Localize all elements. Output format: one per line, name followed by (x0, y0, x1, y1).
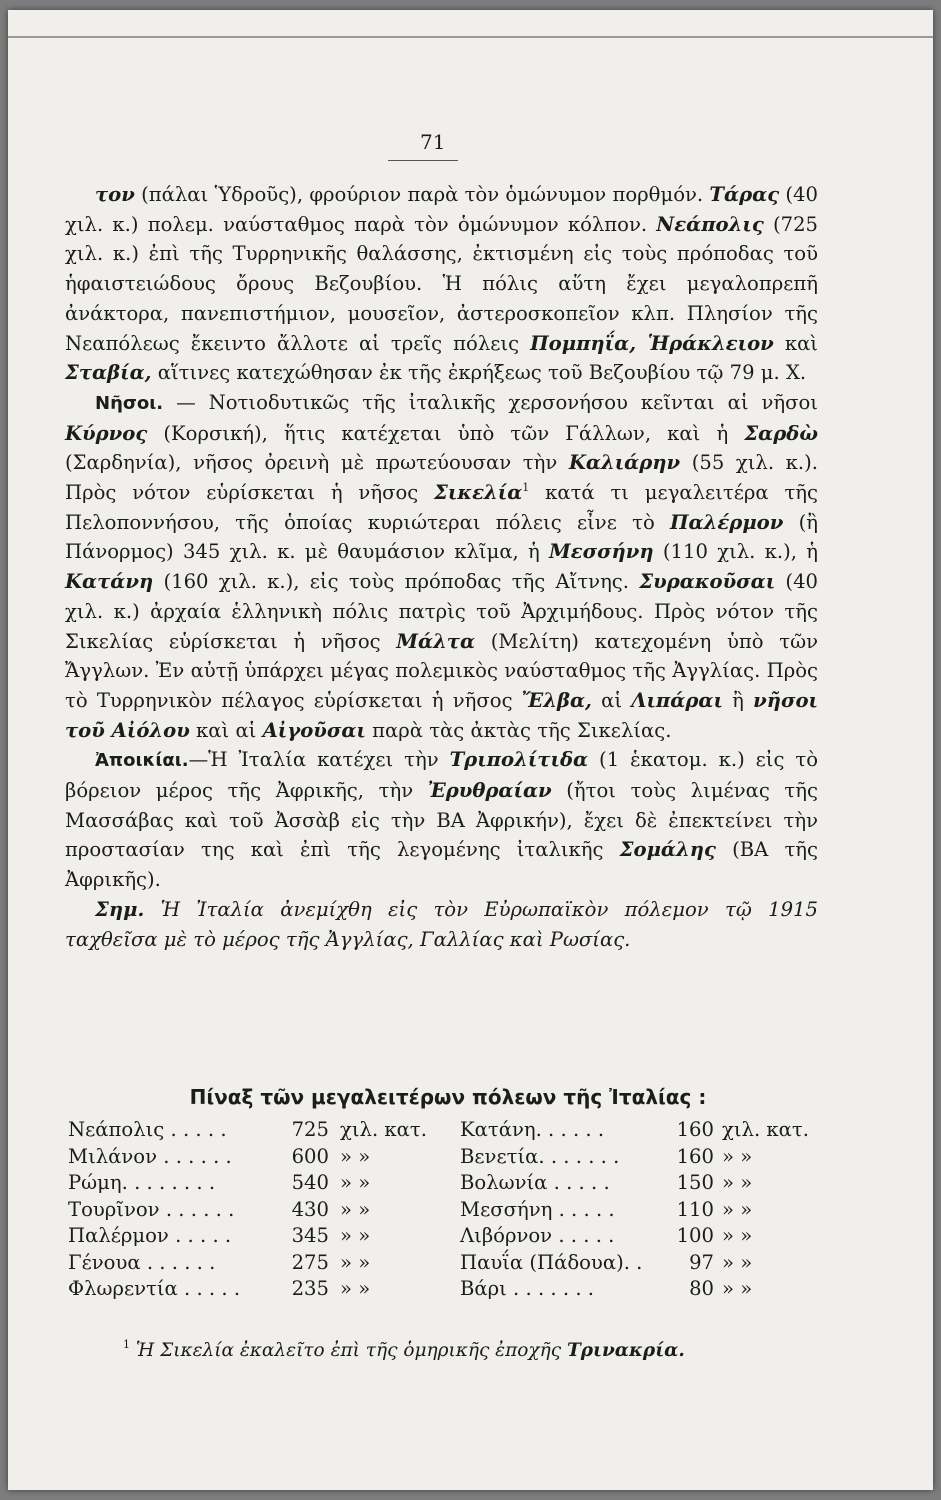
table-row (68, 1224, 828, 1251)
population-unit: » » (722, 1197, 753, 1221)
paragraph (65, 180, 818, 388)
text-segment: (Μελίτη) κατεχομένη ὑπὸ τῶν Ἄγγλων. Ἐν αὐτῇ ὑπάρχει μέγας πολεμικὸς ναύσταθμος τῆς Ἀγγλίας. Πρὸς τὸ Τυρρηνικὸν πέλαγος εὑρίσκεται ἡ νῆσος (65, 629, 818, 712)
text-segment: (725 χιλ. κ.) ἐπὶ τῆς Τυρρηνικῆς θαλάσσης, ἐκτισμένη εἰς τοὺς πρόποδας τοῦ ἡφαιστειώδους ὄρους Βεζουβίου. Ἡ πόλις αὕτη ἔχει μεγαλοπρεπῆ ἀνάκτορα, πανεπιστήμιον, μουσεῖον, ἀστεροσκοπεῖον κλπ. Πλησίον τῆς Νεαπόλεως ἔκειντο ἄλλοτε αἱ τρεῖς πόλεις (65, 212, 818, 355)
city-name: Βολωνία . . . . . (460, 1171, 610, 1194)
city-population: 345 (291, 1224, 329, 1247)
paragraph (65, 895, 818, 954)
population-unit: » » (722, 1250, 753, 1274)
city-population: 160 (676, 1118, 714, 1141)
city-population: 275 (291, 1250, 329, 1274)
text-segment: Αἰγοῦσαι (262, 718, 366, 742)
population-unit: » » (340, 1144, 371, 1168)
city-name: Παυΐα (Πάδουα). . (460, 1250, 643, 1274)
text-segment: Κατάνη (65, 570, 154, 594)
text-segment: (πάλαι Ὑδροῦς), φρούριον παρὰ τὸν ὁμώνυμον πορθμόν. (134, 183, 710, 206)
text-segment: αἱ (591, 688, 632, 712)
table-row (68, 1118, 828, 1145)
city-name: Βάρι . . . . . . . (460, 1277, 595, 1300)
cities-table (68, 1118, 828, 1304)
city-name: Φλωρεντία . . . . . (68, 1277, 241, 1300)
population-unit: » » (340, 1250, 371, 1274)
population-unit: » » (340, 1224, 371, 1247)
footnote-text: Ἡ Σικελία ἐκαλεῖτο ἐπὶ τῆς ὁμηρικῆς ἐποχῆς (130, 1340, 567, 1361)
footnote-marker: 1 (123, 1338, 130, 1351)
text-segment: (40 χιλ. κ.) ἀρχαία ἑλληνικὴ πόλις πατρὶς τοῦ Ἀρχιμήδους. Πρὸς νότον τῆς Σικελίας εὑρίσκεται ἡ νῆσος (65, 570, 819, 653)
text-segment: Συρακοῦσαι (639, 570, 776, 594)
city-population: 80 (689, 1277, 714, 1300)
text-segment: Καλιάρην (568, 451, 681, 475)
text-segment: —Ἡ Ἰταλία κατέχει τὴν (188, 748, 450, 772)
paragraph (65, 745, 818, 895)
city-name: Γένουα . . . . . . (68, 1250, 216, 1274)
text-segment: — Νοτιοδυτικῶς τῆς ἰταλικῆς χερσονήσου κεῖνται αἱ νῆσοι (163, 390, 818, 414)
city-population: 430 (291, 1197, 329, 1221)
text-segment: Τριπολίτιδα (449, 748, 589, 772)
text-segment: Σημ. (95, 897, 145, 921)
population-unit: χιλ. κατ. (340, 1118, 427, 1141)
population-unit: » » (722, 1277, 753, 1300)
city-population: 160 (676, 1144, 714, 1168)
table-row (68, 1251, 828, 1278)
city-name: Βενετία. . . . . . . (460, 1144, 620, 1168)
city-population: 110 (676, 1197, 714, 1221)
text-segment: Νεάπολις (656, 212, 764, 236)
city-name: Μιλάνον . . . . . . (68, 1144, 232, 1168)
page-number-rule (388, 160, 458, 161)
text-segment: (1 ἑκατομ. κ.) εἰς τὸ βόρειον μέρος τῆς Ἀφρικῆς, τὴν (65, 748, 818, 803)
population-unit: » » (340, 1277, 371, 1300)
text-segment: ἢ (722, 688, 754, 712)
text-segment: Σικελία (434, 481, 523, 505)
text-segment: Κύρνος (65, 421, 148, 445)
paragraph (65, 388, 818, 745)
table-row (68, 1277, 828, 1304)
city-population: 235 (291, 1277, 329, 1300)
population-unit: » » (340, 1197, 371, 1221)
text-segment: (ἢ Πάνορμος) 345 χιλ. κ. μὲ θαυμάσιον κλῖμα, ἡ (65, 510, 818, 564)
population-unit: » » (722, 1171, 753, 1194)
text-segment: νῆσοι τοῦ Αἰόλου (65, 688, 818, 742)
text-segment: Λιπάραι (631, 688, 723, 712)
page-top-edge (8, 36, 933, 38)
book-page (8, 10, 933, 1490)
city-name: Νεάπολις . . . . . (68, 1118, 227, 1141)
body-text (65, 180, 818, 954)
population-unit: χιλ. κατ. (722, 1118, 809, 1141)
text-segment: (ἤτοι τοὺς λιμένας τῆς Μασσάβας καὶ τοῦ Ἀσσὰβ εἰς τὴν ΒΑ Ἀφρικήν), ἔχει δὲ ἐπεκτείνει τὴν προστασίαν της καὶ ἐπὶ τῆς λεγομένης ἰταλικῆς (65, 779, 818, 862)
city-name: Λιβόρνον . . . . . (460, 1224, 615, 1247)
text-segment: (40 χιλ. κ.) πολεμ. ναύσταθμος παρὰ τὸν ὁμώνυμον κόλπον. (65, 183, 818, 236)
text-segment: (ΒΑ τῆς Ἀφρικῆς). (65, 838, 818, 892)
page-number: 71 (420, 130, 446, 154)
text-segment: κατά τι μεγαλειτέρα τῆς Πελοποννήσου, τῆς ὁποίας κυριώτεραι πόλεις εἶνε τὸ (65, 481, 818, 534)
table-row (68, 1145, 828, 1172)
text-segment: αἵτινες κατεχώθησαν ἐκ τῆς ἐκρήξεως τοῦ Βεζουβίου τῷ 79 μ. Χ. (151, 361, 807, 385)
text-segment: Πομπηΐα, Ἡράκλειον (530, 331, 774, 355)
text-segment: Τάρας (709, 183, 780, 206)
footnote-term: Τρινακρία. (566, 1340, 685, 1361)
text-segment: Ἐρυθραίαν (427, 779, 552, 803)
city-name: Παλέρμον . . . . . (68, 1224, 232, 1247)
text-segment: (Κορσική), ἥτις κατέχεται ὑπὸ τῶν Γάλλων, καὶ ἡ (147, 421, 745, 445)
text-segment: Σομάλης (619, 838, 716, 862)
city-population: 600 (291, 1144, 329, 1168)
text-segment: (110 χιλ. κ.), ἡ (653, 540, 819, 564)
text-segment: (Σαρδηνία), νῆσος ὀρεινὴ μὲ πρωτεύουσαν τὴν (65, 451, 569, 475)
population-unit: » » (340, 1171, 371, 1194)
city-population: 540 (291, 1171, 329, 1194)
city-name: Κατάνη. . . . . . (460, 1118, 605, 1141)
text-segment: καὶ αἱ (189, 718, 263, 742)
footnote-ref: 1 (522, 481, 530, 495)
text-segment: (160 χιλ. κ.), εἰς τοὺς πρόποδας τῆς Αἴτνης. (153, 570, 640, 594)
text-segment: Ἡ Ἰταλία ἀνεμίχθη εἰς τὸν Εὐρωπαϊκὸν πόλεμον τῷ 1915 ταχθεῖσα μὲ τὸ μέρος τῆς Ἀγγλίας, Γαλλίας καὶ Ρωσίας. (65, 897, 818, 951)
city-population: 150 (676, 1171, 714, 1194)
city-population: 100 (676, 1224, 714, 1247)
city-population: 725 (291, 1118, 329, 1141)
table-row (68, 1171, 828, 1198)
text-segment: Παλέρμον (670, 510, 784, 534)
table-row (68, 1198, 828, 1225)
city-name: Μεσσήνη . . . . . (460, 1197, 615, 1221)
city-population: 97 (689, 1250, 714, 1274)
text-segment: Μάλτα (396, 629, 476, 653)
text-segment: Σταβία, (65, 361, 152, 385)
cities-table-title: Πίναξ τῶν μεγαλειτέρων πόλεων τῆς Ἰταλίας : (189, 1085, 707, 1109)
text-segment: καὶ (773, 331, 818, 355)
population-unit: » » (722, 1224, 753, 1247)
text-segment: Σαρδὼ (744, 421, 818, 445)
text-segment: Μεσσήνη (549, 540, 654, 564)
text-segment: Ἔλβα, (521, 688, 592, 712)
city-name: Τουρῖνον . . . . . . (68, 1197, 235, 1221)
section-heading: Νῆσοι. (95, 392, 164, 414)
population-unit: » » (722, 1144, 753, 1168)
city-name: Ρώμη. . . . . . . . (68, 1171, 216, 1194)
text-segment: (55 χιλ. κ.). Πρὸς νότον εὑρίσκεται ἡ νῆσος (65, 451, 819, 505)
text-segment: παρὰ τὰς ἀκτὰς τῆς Σικελίας. (365, 718, 672, 742)
section-heading: Ἀποικίαι. (95, 750, 189, 772)
text-segment: τον (95, 183, 135, 206)
footnote (123, 1340, 685, 1361)
